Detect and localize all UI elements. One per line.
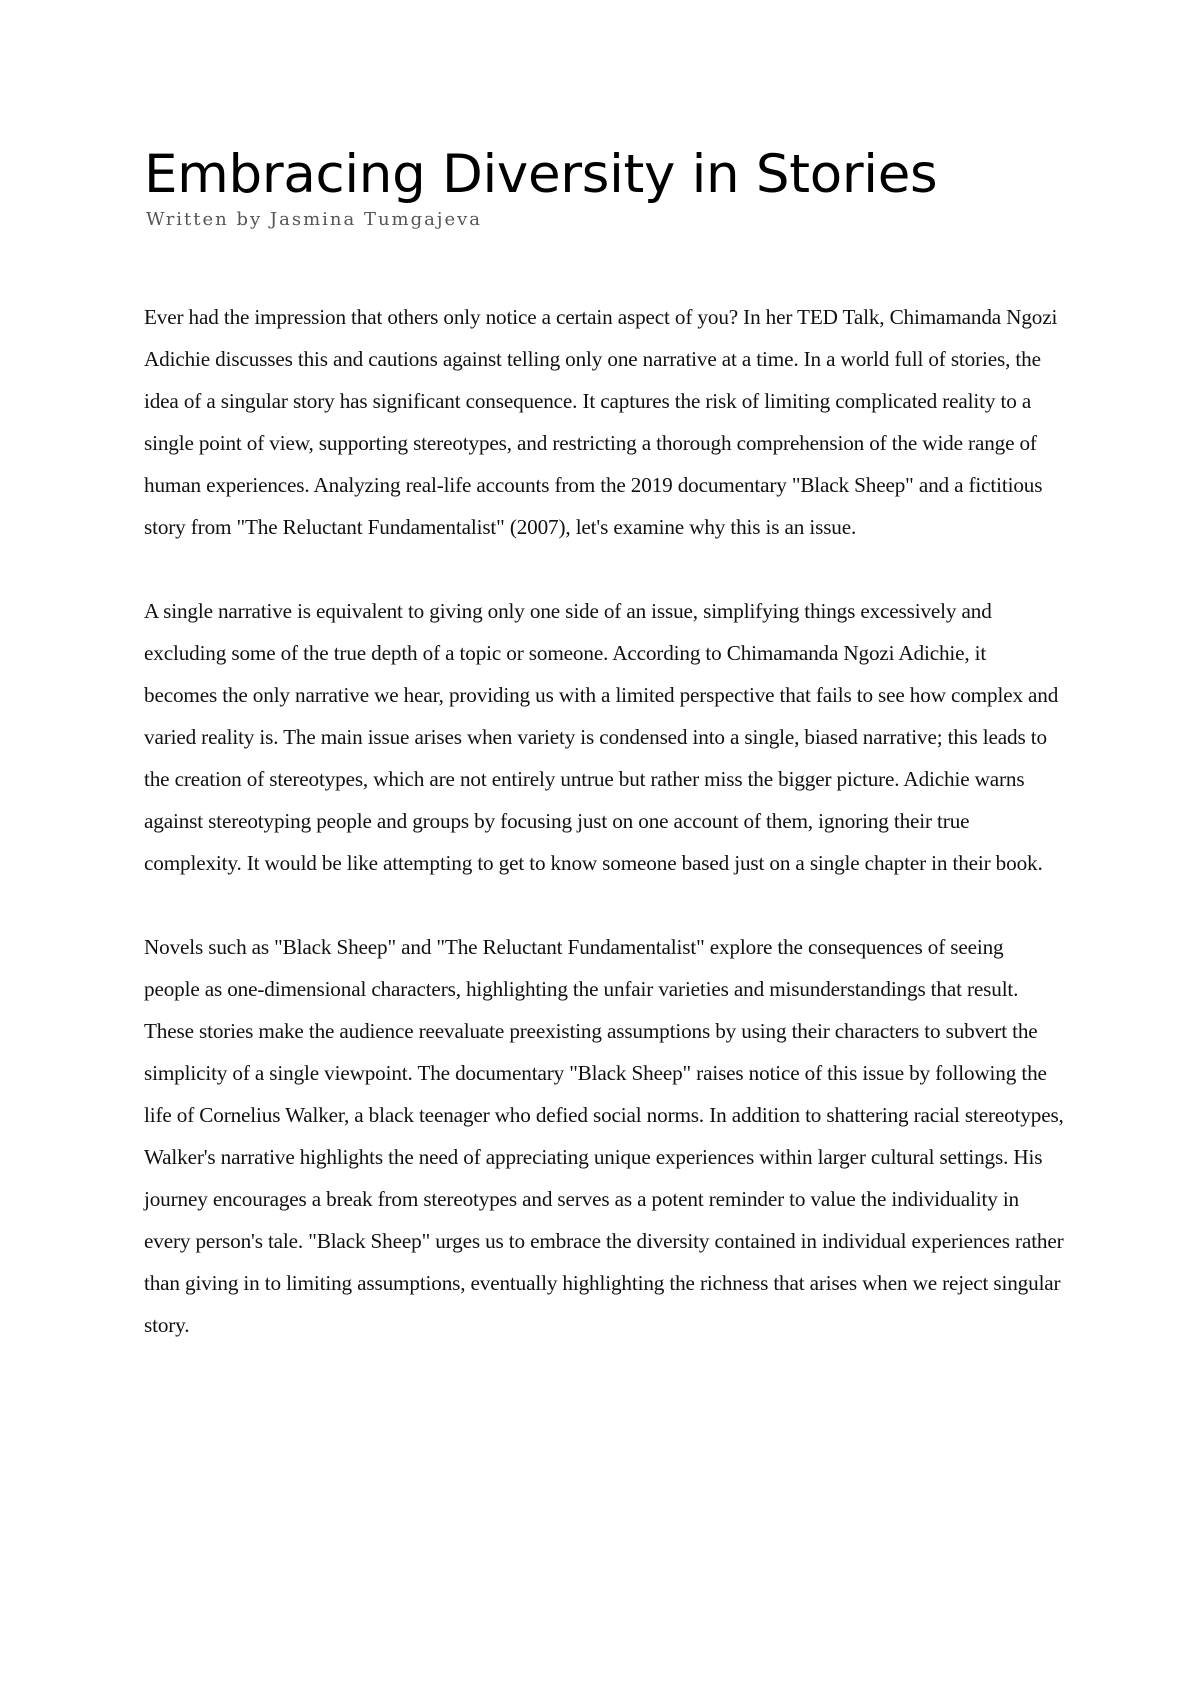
paragraph-2: A single narrative is equivalent to giving only one side of an issue, simplifying things excessively and excluding some of the true depth of a topic or someone. According to Chimamanda Ngozi Adichie, it becomes the only narrative we hear, providing us with a limited perspective that fails to see how complex and varied reality is. The main issue arises when variety is condensed into a single, biased narrative; this leads to the creation of stereotypes, which are not entirely untrue but rather miss the bigger picture. Adichie warns against stereotyping people and groups by focusing just on one account of them, ignoring their true complexity. It would be like attempting to get to know someone based just on a single chapter in their book. xyxy=(144,599,1059,875)
document-content xyxy=(144,140,1064,1388)
paragraph-3: Novels such as "Black Sheep" and "The Reluctant Fundamentalist" explore the consequences of seeing people as one-dimensional characters, highlighting the unfair varieties and misunderstandings that result. These stories make the audience reevaluate preexisting assumptions by using their characters to subvert the simplicity of a single viewpoint. The documentary "Black Sheep" raises notice of this issue by following the life of Cornelius Walker, a black teenager who defied social norms. In addition to shattering racial stereotypes, Walker's narrative highlights the need of appreciating unique experiences within larger cultural settings. His journey encourages a break from stereotypes and serves as a potent reminder to value the individuality in every person's tale. "Black Sheep" urges us to embrace the diversity contained in individual experiences rather than giving in to limiting assumptions, eventually highlighting the richness that arises when we reject singular story. xyxy=(144,935,1064,1337)
paragraph-1: Ever had the impression that others only notice a certain aspect of you? In her TED Talk, Chimamanda Ngozi Adichie discusses this and cautions against telling only one narrative at a time. In a world full of stories, the idea of a singular story has significant consequence. It captures the risk of limiting complicated reality to a single point of view, supporting stereotypes, and restricting a thorough comprehension of the wide range of human experiences. Analyzing real-life accounts from the 2019 documentary "Black Sheep" and a fictitious story from "The Reluctant Fundamentalist" (2007), let's examine why this is an issue. xyxy=(144,305,1058,539)
author-byline: Written by Jasmina Tumgajeva xyxy=(146,209,483,230)
document-body xyxy=(144,296,1064,1346)
document-title: Embracing Diversity in Stories xyxy=(144,144,938,205)
